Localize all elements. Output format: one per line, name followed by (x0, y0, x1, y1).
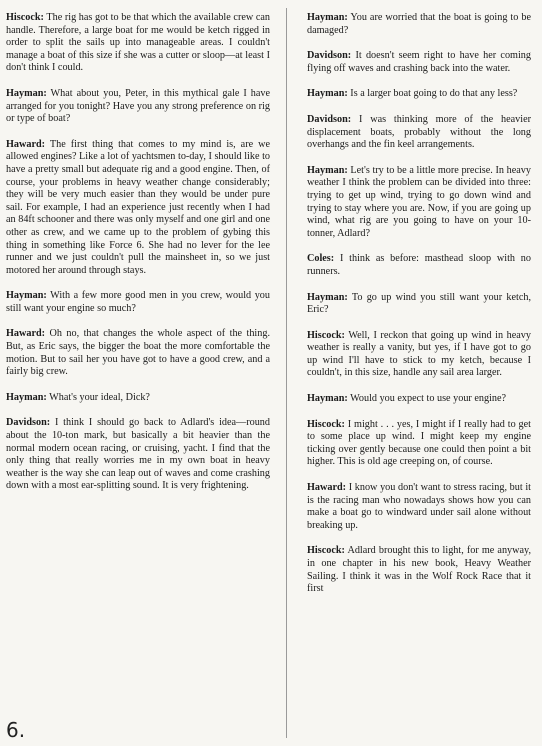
speaker-name: Hayman: (307, 164, 348, 176)
column-divider (286, 8, 287, 738)
page-number: 6. (6, 718, 26, 742)
dialogue-paragraph (307, 12, 531, 37)
dialogue-paragraph (307, 482, 531, 532)
speaker-name: Davidson: (6, 417, 51, 429)
dialogue-paragraph (307, 292, 531, 317)
dialogue-paragraph (307, 88, 531, 101)
dialogue-text: You are worried that the boat is going to be damaged? (307, 12, 531, 36)
speaker-name: Hiscock: (6, 12, 44, 23)
speaker-name: Davidson: (307, 50, 352, 62)
dialogue-paragraph (307, 330, 531, 380)
dialogue-text: I might . . . yes, I might if I really had to get to some place up wind. I might keep my engine ticking over gently because one could then point a bit higher. This is old age creeping on, of course. (307, 418, 531, 468)
dialogue-text: It doesn't seem right to have her coming flying off waves and crashing back into the water. (307, 50, 531, 74)
dialogue-paragraph (6, 88, 270, 126)
speaker-name: Haward: (307, 482, 347, 494)
dialogue-text: Would you expect to use your engine? (347, 393, 507, 405)
speaker-name: Hayman: (307, 393, 348, 405)
speaker-name: Haward: (6, 138, 46, 150)
dialogue-paragraph (6, 328, 270, 378)
dialogue-text: Oh no, that changes the whole aspect of the thing. But, as Eric says, the bigger the boat the more comfortable the motion. But to sail her you have got to have a good crew, and a fairly big crew. (6, 328, 270, 378)
dialogue-text: I think as before: masthead sloop with no runners. (307, 253, 531, 277)
dialogue-paragraph (6, 12, 270, 75)
dialogue-text: What's your ideal, Dick? (46, 391, 150, 403)
dialogue-paragraph (307, 114, 531, 152)
dialogue-paragraph (307, 545, 531, 595)
speaker-name: Coles: (307, 253, 335, 265)
speaker-name: Hiscock: (307, 329, 345, 341)
speaker-name: Davidson: (307, 113, 352, 125)
dialogue-text: Let's try to be a little more precise. In heavy weather I think the problem can be divided into three: trying to get up wind, trying to go down wind and trying to stay where you are. Now, if you are going up wind, what rig are you going to have on your 10-tonner, Adlard? (307, 164, 531, 239)
dialogue-text: Adlard brought this to light, for me anyway, in one chapter in his new book, Heavy Weather Sailing. I think it was in the Wolf Rock Race that it first (307, 545, 531, 595)
speaker-name: Hayman: (307, 12, 348, 23)
dialogue-text: With a few more good men in you crew, would you still want your engine so much? (6, 290, 270, 314)
dialogue-text: I was thinking more of the heavier displacement boats, probably without the long overhangs and the fin keel arrangements. (307, 113, 531, 151)
dialogue-paragraph (6, 290, 270, 315)
dialogue-text: What about you, Peter, in this mythical gale I have arranged for you tonight? Have you any strong preference on rig or type of boat? (6, 87, 270, 125)
speaker-name: Hayman: (307, 88, 348, 100)
dialogue-text: I think I should go back to Adlard's idea—round about the 10-ton mark, but basically a bit heavier than the normal modern ocean racing, or cruising, yacht. I find that the only thing that really worries me in my own boat in heavy weather is the way she can leap out of waves and come crashing down with a most ear-splitting sound. It is very frightening. (6, 417, 270, 492)
dialogue-text: To go up wind you still want your ketch, Eric? (307, 291, 531, 316)
speaker-name: Hayman: (307, 291, 348, 303)
dialogue-paragraph (307, 393, 531, 406)
dialogue-paragraph (307, 165, 531, 241)
dialogue-paragraph (6, 139, 270, 278)
right-column (307, 12, 531, 609)
dialogue-text: The rig has got to be that which the available crew can handle. Therefore, a large boat for me would be ketch rigged in order to split the sails up into manageable areas. I couldn't manage a boat of this size if she was a cutter or sloop—at least I don't think I could. (6, 12, 270, 74)
speaker-name: Haward: (6, 328, 46, 340)
dialogue-text: The first thing that comes to my mind is, are we allowed engines? Like a lot of yachtsmen to-day, I should like to have a pretty small but adequate rig and a good engine. Then, of course, your problems in heavy weather change considerably; they will be very much easier than they would be under pure sail. For example, I had an experience just recently when I had an 84ft schooner and there was only myself and one girl and one other as crew, and we came up to the problem of gybing this thing in something like Force 6. She had no lever for the lee runner and we just couldn't pull the mainsheet in, so we just motored her around through stays. (6, 138, 270, 276)
dialogue-paragraph (6, 392, 270, 405)
dialogue-text: Is a larger boat going to do that any less? (347, 88, 518, 100)
dialogue-text: Well, I reckon that going up wind in heavy weather is really a vanity, but yes, if I have got to go up wind I'll have to stick to my ketch, because I couldn't, in this size, handle any sail area larger. (307, 329, 531, 379)
dialogue-paragraph (307, 419, 531, 469)
dialogue-paragraph (6, 417, 270, 493)
dialogue-paragraph (307, 50, 531, 75)
dialogue-text: I know you don't want to stress racing, but it is the racing man who nowadays shows how you can make a boat go to windward under sail alone without breaking up. (307, 482, 531, 531)
dialogue-paragraph (307, 253, 531, 278)
speaker-name: Hiscock: (307, 418, 345, 430)
speaker-name: Hayman: (6, 87, 47, 99)
left-column (6, 12, 270, 506)
speaker-name: Hayman: (6, 391, 47, 403)
speaker-name: Hiscock: (307, 545, 345, 557)
speaker-name: Hayman: (6, 290, 47, 302)
